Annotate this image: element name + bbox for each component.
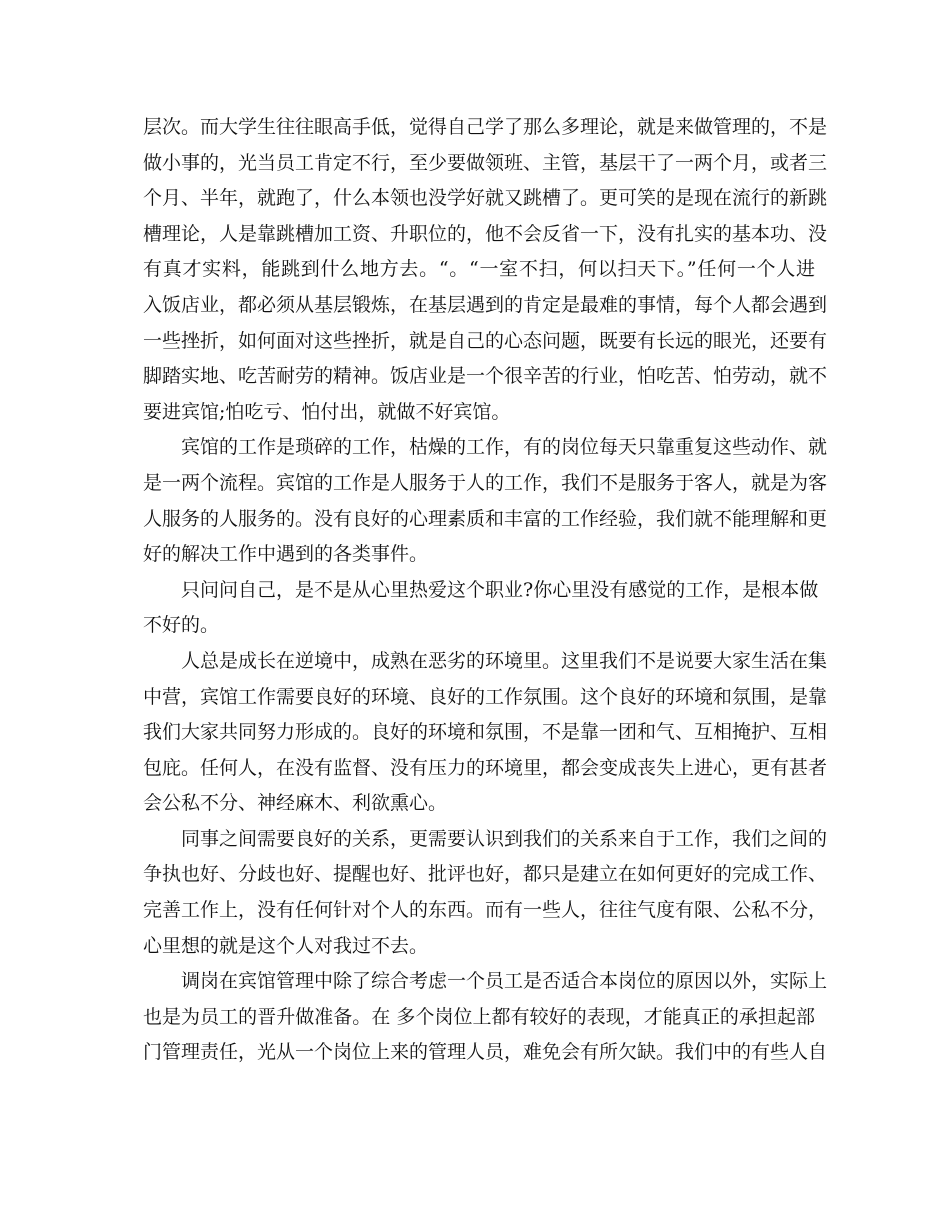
text-line: 不好的。 <box>143 614 220 637</box>
text-line: 人服务的人服务的。没有良好的心理素质和丰富的工作经验，我们就不能理解和更 <box>143 507 828 530</box>
text-line: 我们大家共同努力形成的。良好的环境和氛围，不是靠一团和气、互相掩护、互相 <box>143 721 828 744</box>
text-line: 个月、半年，就跑了，什么本领也没学好就又跳槽了。更可笑的是现在流行的新跳 <box>143 187 828 210</box>
text-line: 中营，宾馆工作需要良好的环境、良好的工作氛围。这个良好的环境和氛围，是靠 <box>143 685 828 708</box>
text-line: 心里想的就是这个人对我过不去。 <box>143 934 429 957</box>
text-line: 调岗在宾馆管理中除了综合考虑一个员工是否适合本岗位的原因以外，实际上 <box>181 970 828 993</box>
text-line: 包庇。任何人，在没有监督、没有压力的环境里，都会变成丧失上进心，更有甚者 <box>143 756 828 779</box>
text-line: 是一两个流程。宾馆的工作是人服务于人的工作，我们不是服务于客人，就是为客 <box>143 471 828 494</box>
text-line: 脚踏实地、吃苦耐劳的精神。饭店业是一个很辛苦的行业，怕吃苦、怕劳动，就不 <box>143 365 828 388</box>
text-line: 槽理论，人是靠跳槽加工资、升职位的，他不会反省一下，没有扎实的基本功、没 <box>143 222 828 245</box>
text-line: 层次。而大学生往往眼高手低，觉得自己学了那么多理论，就是来做管理的，不是 <box>143 116 828 138</box>
text-line: 好的解决工作中遇到的各类事件。 <box>143 543 429 566</box>
text-line: 只问问自己，是不是从心里热爱这个职业?你心里没有感觉的工作，是根本做 <box>181 578 819 601</box>
text-line: 会公私不分、神经麻木、利欲熏心。 <box>143 792 448 815</box>
text-line: 入饭店业，都必须从基层锻炼，在基层遇到的肯定是最难的事情，每个人都会遇到 <box>143 293 828 316</box>
text-line: 一些挫折，如何面对这些挫折，就是自己的心态问题，既要有长远的眼光，还要有 <box>143 329 828 352</box>
text-line: 门管理责任，光从一个岗位上来的管理人员，难免会有所欠缺。我们中的有些人自 <box>143 1041 828 1064</box>
text-line: 有真才实料，能跳到什么地方去。“。“一室不扫，何以扫天下。”任何一个人进 <box>143 258 815 281</box>
text-line: 争执也好、分歧也好、提醒也好、批评也好，都只是建立在如何更好的完成工作、 <box>143 863 828 886</box>
text-line: 也是为员工的晋升做准备。在 多个岗位上都有较好的表现，才能真正的承担起部 <box>143 1005 815 1028</box>
text-line: 同事之间需要良好的关系，更需要认识到我们的关系来自于工作，我们之间的 <box>181 827 828 850</box>
text-line: 宾馆的工作是琐碎的工作，枯燥的工作，有的岗位每天只靠重复这些动作、就 <box>181 436 828 459</box>
text-line: 人总是成长在逆境中，成熟在恶劣的环境里。这里我们不是说要大家生活在集 <box>181 649 828 672</box>
text-line: 要进宾馆;怕吃亏、怕付出，就做不好宾馆。 <box>143 400 511 423</box>
document-body <box>143 110 828 1071</box>
text-line: 完善工作上，没有任何针对个人的东西。而有一些人，往往气度有限、公私不分， <box>143 899 828 922</box>
text-line: 做小事的，光当员工肯定不行，至少要做领班、主管，基层干了一两个月，或者三 <box>143 151 828 174</box>
